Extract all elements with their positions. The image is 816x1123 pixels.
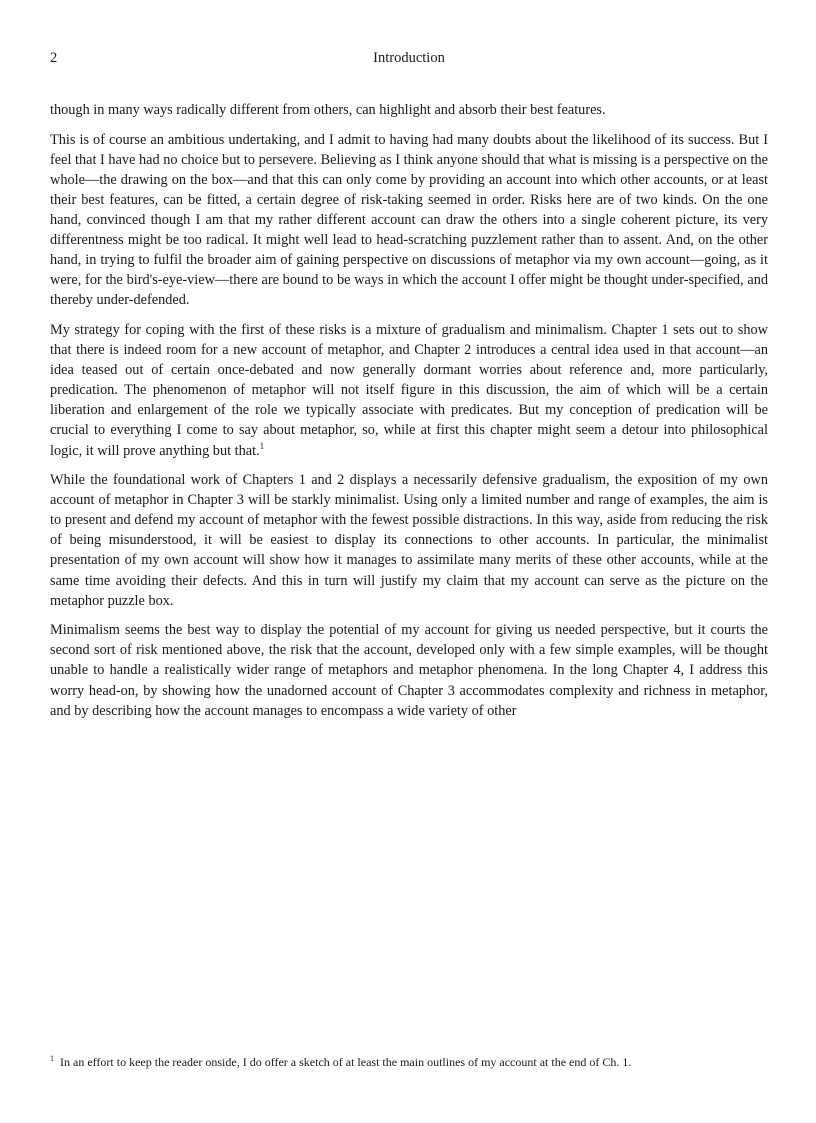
paragraph-3: My strategy for coping with the first of these risks is a mixture of gradualism and minimalism. Chapter 1 sets out to show that there is indeed room for a new account of metaphor, and Chapter 2 introduces a central idea used in that account—an idea teased out of certain once-debated and now generally dormant worries about reference and, more particularly, predication. The phenomenon of metaphor will not itself figure in this discussion, the aim of which will be a certain liberation and enlargement of the role we typically associate with predicates. But my conception of predication will be crucial to everything I come to say about metaphor, so, while at first this chapter might seem a detour into philosophical logic, it will prove anything but that.$^1$ [50,321,768,459]
paragraph-1: though in many ways radically different from others, can highlight and absorb their best features. [50,102,606,118]
page-header [50,50,768,70]
body-text [50,100,768,730]
footnote-text: In an effort to keep the reader onside, I do offer a sketch of at least the main outlines of my account at the end of Ch. 1. [60,1055,632,1069]
footnote-marker: 1 [50,1054,54,1063]
paragraph-5: Minimalism seems the best way to display the potential of my account for giving us needed perspective, but it courts the second sort of risk mentioned above, the risk that the account, developed only with a few simple examples, will be thought unable to handle a realistically wider range of metaphors and metaphor phenomena. In the long Chapter 4, I address this worry head-on, by showing how the unadorned account of Chapter 3 accommodates complexity and richness in metaphor, and by describing how the account manages to encompass a wide variety of other [50,622,768,719]
footnote [50,1054,768,1070]
page-number: 2 [50,50,58,66]
paragraph-4: While the foundational work of Chapters 1 and 2 displays a necessarily defensive gradualism, the exposition of my own account of metaphor in Chapter 3 will be starkly minimalist. Using only a limited number and range of examples, the aim is to present and defend my account of metaphor with the fewest possible distractions. In this way, aside from reducing the risk of being misunderstood, it will be easiest to display its connections to other accounts. In particular, the minimalist presentation of my own account will show how it manages to assimilate many merits of these other accounts, while at the same time avoiding their defects. And this in turn will justify my claim that my account can serve as the picture on the metaphor puzzle box. [50,472,768,609]
footnote-reference[interactable]: 1 [259,440,265,451]
paragraph-2: This is of course an ambitious undertaking, and I admit to having had many doubts about the likelihood of its success. But I feel that I have had no choice but to persevere. Believing as I think anyone should that what is missing is a perspective on the whole—the drawing on the box—and that this can only come by providing an account into which other accounts, or at least their best features, can be fitted, a certain degree of risk-taking seemed in order. Risks here are of two kinds. On the one hand, convinced though I am that my rather different account can draw the others into a single coherent picture, its very differentness might be too radical. It might well lead to head-scratching puzzlement rather than to assent. And, on the other hand, in trying to fulfil the broader aim of gaining perspective on discussions of metaphor via my own account—going, as it were, for the bird's-eye-view—there are bound to be ways in which the account I offer might be thought under-specified, and thereby under-defended. [50,131,768,309]
running-title: Introduction [373,50,445,66]
